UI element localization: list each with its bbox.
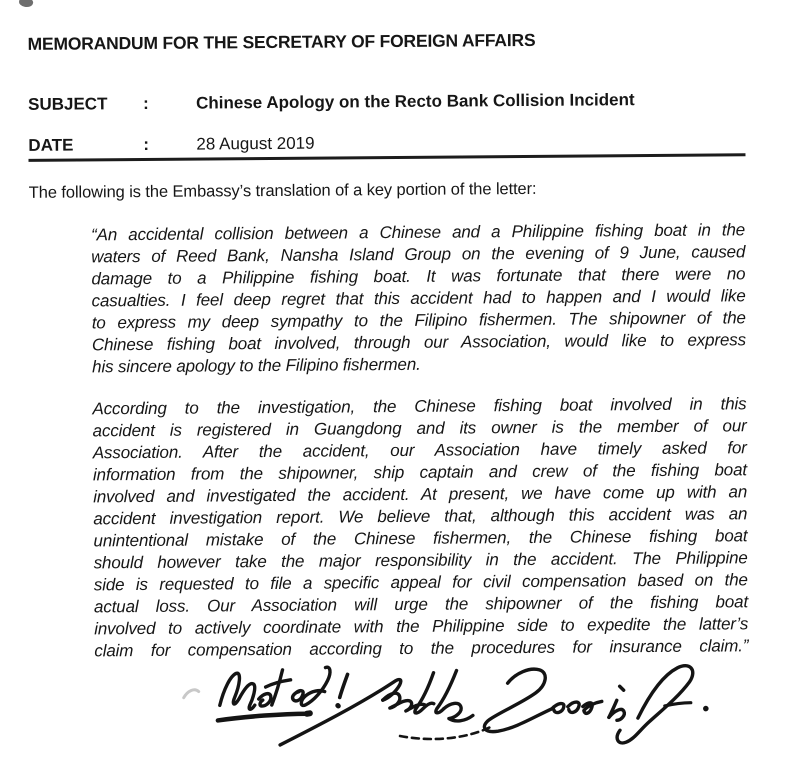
quote-paragraph-1 — [91, 219, 746, 378]
text-line: involved and investigated the accident. At present, we have come up with an — [93, 482, 748, 507]
subject-field-row — [28, 89, 745, 115]
date-value: 28 August 2019 — [196, 133, 315, 154]
date-field-row — [28, 130, 745, 156]
text-line: claim for compensation according to the procedures for insurance claim.” — [94, 636, 749, 661]
text-line: accident investigation report. We believe that, although this accident was an — [93, 504, 748, 529]
text-line: information from the shipowner, ship captain and crew of the fishing boat — [92, 460, 748, 485]
date-separator: : — [143, 134, 150, 154]
text-line: unintentional mistake of the Chinese fishermen, the Chinese fishing boat — [93, 526, 748, 551]
memo-title: MEMORANDUM FOR THE SECRETARY OF FOREIGN AFFAIRS — [27, 29, 536, 54]
text-line: “An accidental collision between a Chinese and a Philippine fishing boat in the — [91, 220, 746, 245]
text-line: casualties. I feel deep regret that this accident had to happen and I would like — [91, 286, 746, 311]
text-line: side is requested to file a specific appeal for civil compensation based on the — [93, 570, 748, 595]
text-line: his sincere apology to the Filipino fishermen. — [92, 354, 421, 377]
subject-separator: : — [142, 93, 149, 113]
handwritten-signature — [167, 659, 738, 765]
i-accent — [620, 686, 624, 690]
quote-paragraph-2 — [92, 393, 748, 662]
text-line: accident is registered in Guangdong and its owner is the member of our — [92, 416, 747, 441]
text-line: Association. After the accident, our Association have timely asked for — [92, 438, 747, 463]
faint-pen-mark — [184, 690, 199, 698]
text-line: According to the investigation, the Chinese fishing boat involved in this — [92, 394, 747, 419]
noted-handwriting — [217, 667, 347, 720]
text-line: should however take the major responsibility in the accident. The Philippine — [93, 548, 748, 573]
text-line: waters of Reed Bank, Nansha Island Group on the evening of 9 June, caused — [91, 242, 746, 267]
signature-underflourish — [400, 727, 490, 739]
subject-value: Chinese Apology on the Recto Bank Collision Incident — [195, 90, 635, 113]
date-label: DATE — [28, 135, 74, 155]
text-line: involved to actively coordinate with the Philippine side to expedite the latter’s — [94, 614, 749, 639]
text-line: actual loss. Our Association will urge the shipowner of the fishing boat — [93, 592, 749, 617]
signature-scrawl-svg — [167, 659, 738, 765]
intro-line: The following is the Embassy’s translation of a key portion of the letter: — [28, 179, 537, 202]
text-line: damage to a Philippine fishing boat. It was fortunate that there were no — [91, 264, 746, 289]
text-line: Chinese fishing boat involved, through our Association, would like to express — [91, 330, 747, 355]
exclamation-stroke — [340, 674, 348, 697]
noted-underline — [218, 714, 308, 721]
signature-period — [703, 706, 709, 712]
signature-scrawl — [280, 666, 709, 746]
exclamation-dot — [338, 705, 339, 706]
text-line: to express my deep sympathy to the Filipino fishermen. The shipowner of the — [91, 308, 746, 333]
subject-label: SUBJECT — [27, 94, 108, 114]
